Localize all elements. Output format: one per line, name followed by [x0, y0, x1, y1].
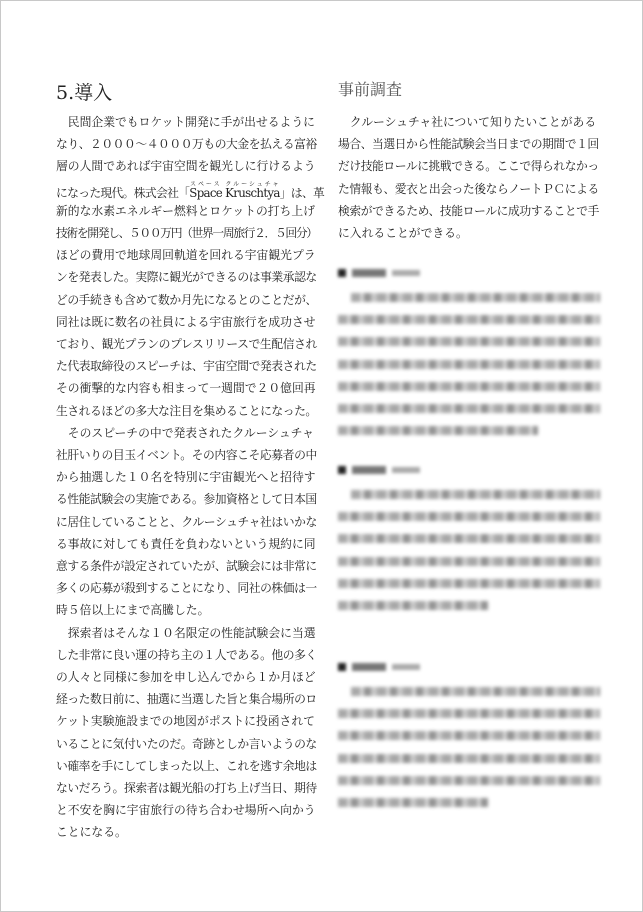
- redacted-heading-block: [392, 467, 420, 473]
- redacted-text-line: [338, 731, 600, 740]
- body-text-line: ケット実験施設までの地図がポストに投函されて: [56, 714, 315, 729]
- body-text-line: 新的な水素エネルギー燃料とロケットの打ち上げ: [56, 203, 315, 218]
- redacted-text-line: [338, 798, 488, 807]
- body-text-line: だけ技能ロールに挑戦できる。ここで得られなかっ: [338, 159, 599, 174]
- left-column: [56, 0, 325, 912]
- redacted-heading-block: [392, 270, 420, 276]
- body-text-line: ないだろう。探索者は観光船の打ち上げ当日、期待: [56, 781, 317, 795]
- redacted-text-line: [338, 360, 600, 369]
- redacted-text-line: [338, 754, 600, 763]
- body-text-line: なり、２０００～４０００万もの大金を払える富裕: [56, 137, 317, 152]
- bullet-square-icon: [338, 269, 346, 277]
- redacted-text-line: [338, 315, 600, 324]
- redacted-heading-block: [392, 664, 420, 670]
- bullet-square-icon: [338, 663, 346, 671]
- body-text-line: ており、観光プランのプレスリリースで生配信され: [56, 337, 317, 351]
- redacted-text-line: [338, 426, 538, 435]
- body-text-line: 社肝いりの目玉イベント。その内容こそ応募者の中: [56, 448, 317, 462]
- redacted-text-line: [351, 490, 600, 499]
- body-text-line: どの手続きも含めて数か月先になるとのことだが、: [56, 292, 317, 307]
- redacted-text-line: [338, 404, 600, 413]
- company-name-reading: スペース クルーシュチャ: [189, 180, 280, 188]
- body-text-line: ほどの費用で地球周回軌道を回れる宇宙観光プラ: [56, 248, 316, 263]
- body-text-line: 検索ができるため、技能ロールに成功することで手: [338, 203, 599, 218]
- line-text: 」は、革: [279, 185, 325, 200]
- right-column: [338, 0, 600, 912]
- redacted-text-line: [351, 293, 600, 302]
- bullet-square-icon: [338, 466, 346, 474]
- body-text-line: 場合、当選日から性能試験会当日までの期間で１回: [338, 137, 599, 152]
- body-text-line: の人々と同様に参加を申し込んでから１か月ほど: [56, 670, 316, 684]
- redacted-heading-block: [352, 466, 386, 474]
- redacted-text-line: [338, 601, 488, 610]
- body-text-line: そのスピーチの中で発表されたクルーシュチャ: [56, 425, 314, 440]
- body-text-line: に入れることができる。: [338, 226, 468, 240]
- company-name: [189, 180, 280, 200]
- body-text-line: 意する条件が設定されていたが、試験会には非常に: [56, 559, 317, 573]
- body-text-line: た代表取締役のスピーチは、宇宙空間で発表された: [56, 359, 317, 374]
- body-text-line: ンを発表した。実際に観光ができるのは事業承認な: [56, 270, 317, 285]
- body-text-line: い確率を手にしてしまった以上、これを逃す余地は: [56, 758, 317, 773]
- body-text-line: 探索者はそんな１０名限定の性能試験会に当選: [56, 625, 316, 640]
- redacted-text-line: [338, 557, 600, 566]
- body-text-line: る事故に対しても責任を負わないという規約に同: [56, 536, 316, 551]
- redacted-heading: [338, 268, 420, 277]
- body-text-line: た情報も、愛衣と出会った後ならノートＰＣによる: [338, 181, 599, 196]
- body-text-line: [56, 181, 324, 201]
- redacted-heading-block: [352, 269, 386, 277]
- redacted-text-line: [338, 709, 600, 718]
- redacted-text-line: [351, 687, 600, 696]
- body-text-line: 生されるほどの多大な注目を集めることになった。: [56, 403, 317, 418]
- body-text-line: に居住していることと、クルーシュチャ社はいかな: [56, 514, 317, 529]
- body-text-line: いることに気付いたのだ。奇跡としか言いようのな: [56, 736, 317, 751]
- redacted-text-line: [338, 776, 600, 785]
- body-text-line: る性能試験会の実施である。参加資格として日本国: [56, 492, 317, 507]
- body-text-line: クルーシュチャ社について知りたいことがある: [338, 115, 597, 129]
- line-text: になった現代。株式会社「: [56, 185, 190, 200]
- section-heading-preliminary-research: 事前調査: [338, 80, 403, 99]
- body-text-line: 時５倍以上にまで高騰した。: [56, 603, 210, 618]
- redacted-heading-block: [352, 663, 386, 671]
- body-text-line: した非常に良い運の持ち主の１人である。他の多く: [56, 647, 317, 662]
- body-text-line: 民間企業でもロケット開発に手が出せるように: [56, 115, 315, 129]
- redacted-text-line: [338, 534, 600, 543]
- company-name-base: Space Kruschtya: [189, 185, 280, 200]
- redacted-text-line: [338, 579, 600, 588]
- redacted-text-line: [338, 512, 600, 521]
- body-text-line: から抽選した１０名を特別に宇宙観光へと招待す: [56, 470, 316, 485]
- body-text-line: 経った数日前に、抽選に当選した旨と集合場所のロ: [56, 692, 317, 707]
- redacted-heading: [338, 662, 420, 671]
- body-text-line: 多くの応募が殺到することになり、同社の株価は一: [56, 581, 317, 596]
- body-text-line: 技術を開発し、５００万円（世界一周旅行２．５回分）: [56, 226, 317, 240]
- section-heading-introduction: 5.導入: [56, 82, 113, 104]
- redacted-heading: [338, 465, 420, 474]
- body-text-line: その衝撃的な内容も相まって一週間で２０億回再: [56, 381, 316, 396]
- redacted-text-line: [338, 382, 600, 391]
- body-text-line: 同社は既に数名の社員による宇宙旅行を成功させ: [56, 314, 316, 329]
- body-text-line: ことになる。: [56, 825, 127, 840]
- body-text-line: 層の人間であれば宇宙空間を観光しに行けるよう: [56, 159, 316, 174]
- body-text-line: と不安を胸に宇宙旅行の待ち合わせ場所へ向かう: [56, 803, 316, 818]
- redacted-text-line: [338, 337, 600, 346]
